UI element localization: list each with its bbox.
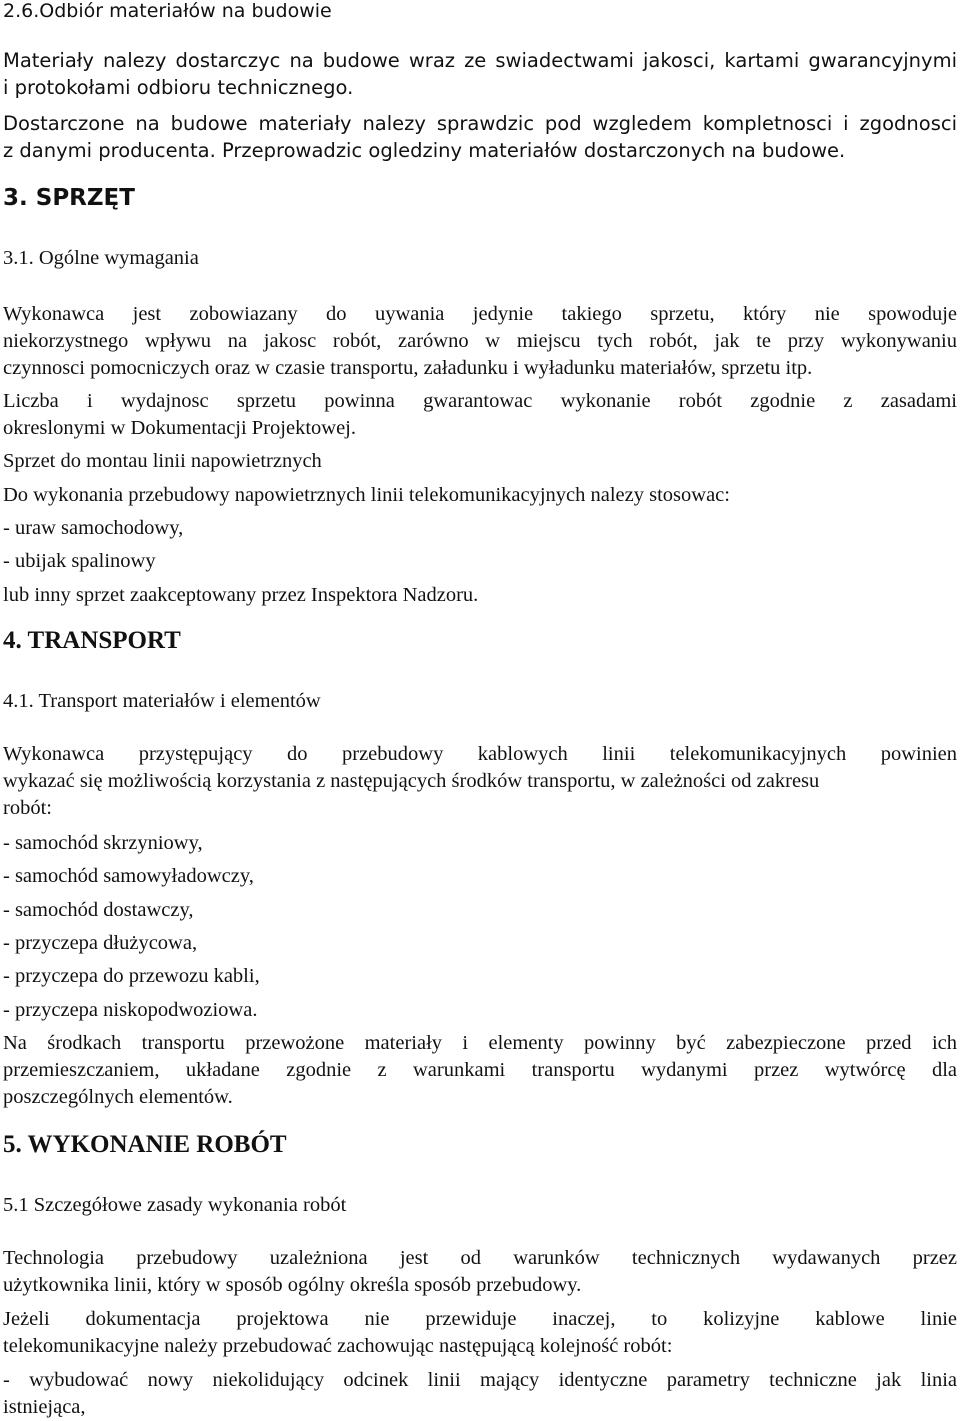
paragraph-line: - wybudować nowy niekolidujący odcinek linii mający identyczne parametry techniczne jak linia bbox=[3, 1369, 957, 1391]
paragraph-line: czynnosci pomocniczych oraz w czasie transportu, załadunku i wyładunku materiałów, sprzetu itp. bbox=[3, 357, 813, 379]
paragraph-line: istniejąca, bbox=[3, 1396, 86, 1418]
paragraph-line: Technologia przebudowy uzależniona jest od warunków technicznych wydawanych przez bbox=[3, 1247, 957, 1269]
list-item: - uraw samochodowy, bbox=[3, 517, 184, 539]
subsection-heading: 5.1 Szczegółowe zasady wykonania robót bbox=[3, 1194, 347, 1216]
paragraph-line: z danymi producenta. Przeprowadzic ogledziny materiałów dostarczonych na budowe. bbox=[3, 139, 846, 162]
paragraph-line: użytkownika linii, który w sposób ogólny określa sposób przebudowy. bbox=[3, 1274, 582, 1296]
paragraph-line: poszczególnych elementów. bbox=[3, 1086, 233, 1108]
list-item: - samochód skrzyniowy, bbox=[3, 832, 203, 854]
list-item: - przyczepa niskopodwoziowa. bbox=[3, 999, 258, 1021]
list-item: - przyczepa do przewozu kabli, bbox=[3, 965, 260, 987]
paragraph-line: lub inny sprzet zaakceptowany przez Inspektora Nadzoru. bbox=[3, 584, 479, 606]
paragraph-line: Materiały nalezy dostarczyc na budowe wraz ze swiadectwami jakosci, kartami gwarancyjnymi bbox=[3, 49, 957, 72]
section-heading: 3. SPRZĘT bbox=[3, 185, 135, 211]
paragraph-line: i protokołami odbioru technicznego. bbox=[3, 76, 354, 99]
paragraph-line: przemieszczaniem, układane zgodnie z warunkami transportu wydanymi przez wytwórcę dla bbox=[3, 1059, 957, 1081]
subsection-heading: 4.1. Transport materiałów i elementów bbox=[3, 690, 321, 712]
paragraph-line: telekomunikacyjne należy przebudować zachowując następującą kolejność robót: bbox=[3, 1335, 673, 1357]
paragraph-line: Wykonawca jest zobowiazany do uywania jedynie takiego sprzetu, który nie spowoduje bbox=[3, 303, 957, 325]
paragraph-line: Na środkach transportu przewożone materiały i elementy powinny być zabezpieczone przed ich bbox=[3, 1032, 957, 1054]
section-heading: 4. TRANSPORT bbox=[3, 627, 181, 654]
paragraph-line: Sprzet do montau linii napowietrznych bbox=[3, 450, 322, 472]
paragraph-line: Dostarczone na budowe materiały nalezy sprawdzic pod wzgledem kompletnosci i zgodnosci bbox=[3, 112, 957, 135]
paragraph-line: niekorzystnego wpływu na jakosc robót, zarówno w miejscu tych robót, jak te przy wykonywaniu bbox=[3, 330, 957, 352]
paragraph-line: okreslonymi w Dokumentacji Projektowej. bbox=[3, 417, 356, 439]
paragraph-line: Do wykonania przebudowy napowietrznych linii telekomunikacyjnych nalezy stosowac: bbox=[3, 484, 730, 506]
list-item: - ubijak spalinowy bbox=[3, 550, 156, 572]
subsection-heading: 3.1. Ogólne wymagania bbox=[3, 247, 199, 269]
paragraph-line: Liczba i wydajnosc sprzetu powinna gwarantowac wykonanie robót zgodnie z zasadami bbox=[3, 390, 957, 412]
list-item: - samochód samowyładowczy, bbox=[3, 865, 254, 887]
section-heading: 2.6.Odbiór materiałów na budowie bbox=[3, 0, 332, 22]
paragraph-line: wykazać się możliwością korzystania z następujących środków transportu, w zależności od zakresu bbox=[3, 770, 820, 792]
paragraph-line: robót: bbox=[3, 797, 52, 819]
paragraph-line: Wykonawca przystępujący do przebudowy kablowych linii telekomunikacyjnych powinien bbox=[3, 743, 957, 765]
section-heading: 5. WYKONANIE ROBÓT bbox=[3, 1131, 287, 1158]
list-item: - przyczepa dłużycowa, bbox=[3, 932, 198, 954]
list-item: - samochód dostawczy, bbox=[3, 899, 194, 921]
paragraph-line: Jeżeli dokumentacja projektowa nie przewiduje inaczej, to kolizyjne kablowe linie bbox=[3, 1308, 957, 1330]
